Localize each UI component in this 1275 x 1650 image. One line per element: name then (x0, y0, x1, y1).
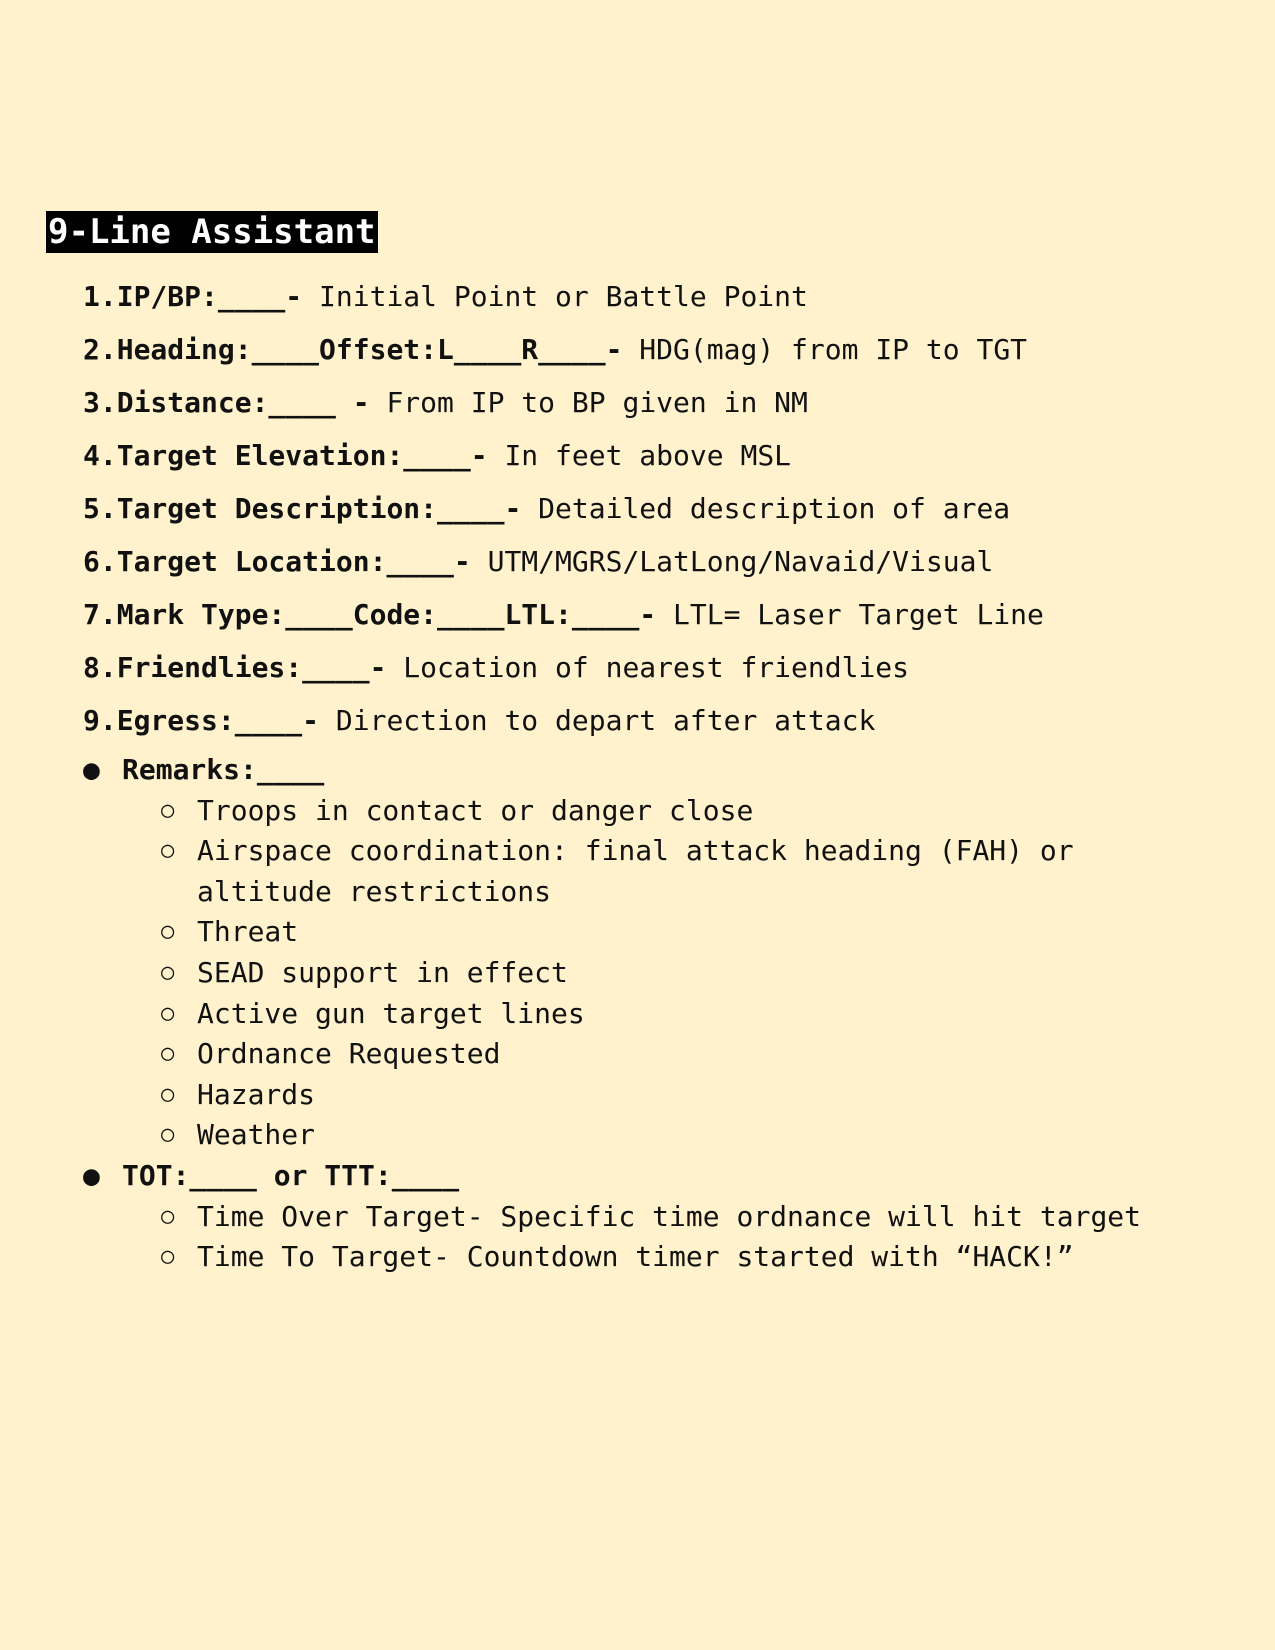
list-item: ○ Hazards (161, 1075, 1157, 1116)
line-item-5 (83, 482, 1044, 535)
line-field: Heading:____Offset:L____R____- (116, 333, 623, 366)
line-description: Direction to depart after attack (319, 704, 876, 737)
tot-bullet (83, 1156, 1157, 1278)
list-item: ○ Airspace coordination: final attack heading (FAH) or altitude restrictions (161, 831, 1157, 912)
list-item: ○ Active gun target lines (161, 994, 1157, 1035)
circle-bullet-icon: ○ (161, 919, 175, 945)
nine-line-list (83, 270, 1044, 747)
line-field: Friendlies:____- (116, 651, 387, 684)
list-item: ○ Troops in contact or danger close (161, 791, 1157, 832)
line-number: 8. (83, 651, 117, 684)
tot-sublist (161, 1197, 1157, 1278)
list-item: ○ Weather (161, 1115, 1157, 1156)
bullet-dot-icon: ● (83, 753, 100, 786)
remarks-bullet (83, 750, 1157, 1156)
line-item-1 (83, 270, 1044, 323)
list-item: ○ Threat (161, 912, 1157, 953)
line-field: Mark Type:____Code:____LTL:____- (116, 598, 657, 631)
line-number: 2. (83, 333, 117, 366)
line-description: Initial Point or Battle Point (302, 280, 808, 313)
line-description: In feet above MSL (487, 439, 792, 472)
page-title: 9-Line Assistant (48, 212, 376, 252)
line-description: Detailed description of area (521, 492, 1011, 525)
remarks-sublist (161, 791, 1157, 1156)
line-description: HDG(mag) from IP to TGT (622, 333, 1028, 366)
line-item-7 (83, 588, 1044, 641)
line-description: Location of nearest friendlies (386, 651, 910, 684)
list-item: ○ Time To Target- Countdown timer started with “HACK!” (161, 1237, 1157, 1278)
list-item: ○ Time Over Target- Specific time ordnance will hit target (161, 1197, 1157, 1238)
line-field: Egress:____- (116, 704, 320, 737)
line-field: Target Location:____- (116, 545, 471, 578)
line-item-9 (83, 694, 1044, 747)
line-number: 7. (83, 598, 117, 631)
line-description: LTL= Laser Target Line (656, 598, 1044, 631)
line-number: 4. (83, 439, 117, 472)
circle-bullet-icon: ○ (161, 1081, 175, 1107)
line-number: 6. (83, 545, 117, 578)
remarks-label: Remarks:____ (122, 753, 325, 786)
circle-bullet-icon: ○ (161, 797, 175, 823)
line-item-4 (83, 429, 1044, 482)
line-item-2 (83, 323, 1044, 376)
circle-bullet-icon: ○ (161, 1041, 175, 1067)
circle-bullet-icon: ○ (161, 959, 175, 985)
list-item: ○ SEAD support in effect (161, 953, 1157, 994)
circle-bullet-icon: ○ (161, 1244, 175, 1270)
list-item: ○ Ordnance Requested (161, 1034, 1157, 1075)
circle-bullet-icon: ○ (161, 1000, 175, 1026)
line-item-3 (83, 376, 1044, 429)
line-number: 3. (83, 386, 117, 419)
line-item-6 (83, 535, 1044, 588)
line-field: IP/BP:____- (116, 280, 303, 313)
line-number: 9. (83, 704, 117, 737)
line-field: Target Elevation:____- (116, 439, 488, 472)
line-description: From IP to BP given in NM (369, 386, 808, 419)
circle-bullet-icon: ○ (161, 1203, 175, 1229)
remarks-section (83, 750, 1157, 1278)
circle-bullet-icon: ○ (161, 1122, 175, 1148)
tot-label: TOT:____ or TTT:____ (122, 1158, 460, 1192)
line-number: 1. (83, 280, 117, 313)
line-item-8 (83, 641, 1044, 694)
bullet-dot-icon: ● (83, 1158, 100, 1192)
line-description: UTM/MGRS/LatLong/Navaid/Visual (470, 545, 994, 578)
circle-bullet-icon: ○ (161, 838, 175, 864)
line-field: Distance:____ - (116, 386, 370, 419)
line-field: Target Description:____- (116, 492, 522, 525)
line-number: 5. (83, 492, 117, 525)
